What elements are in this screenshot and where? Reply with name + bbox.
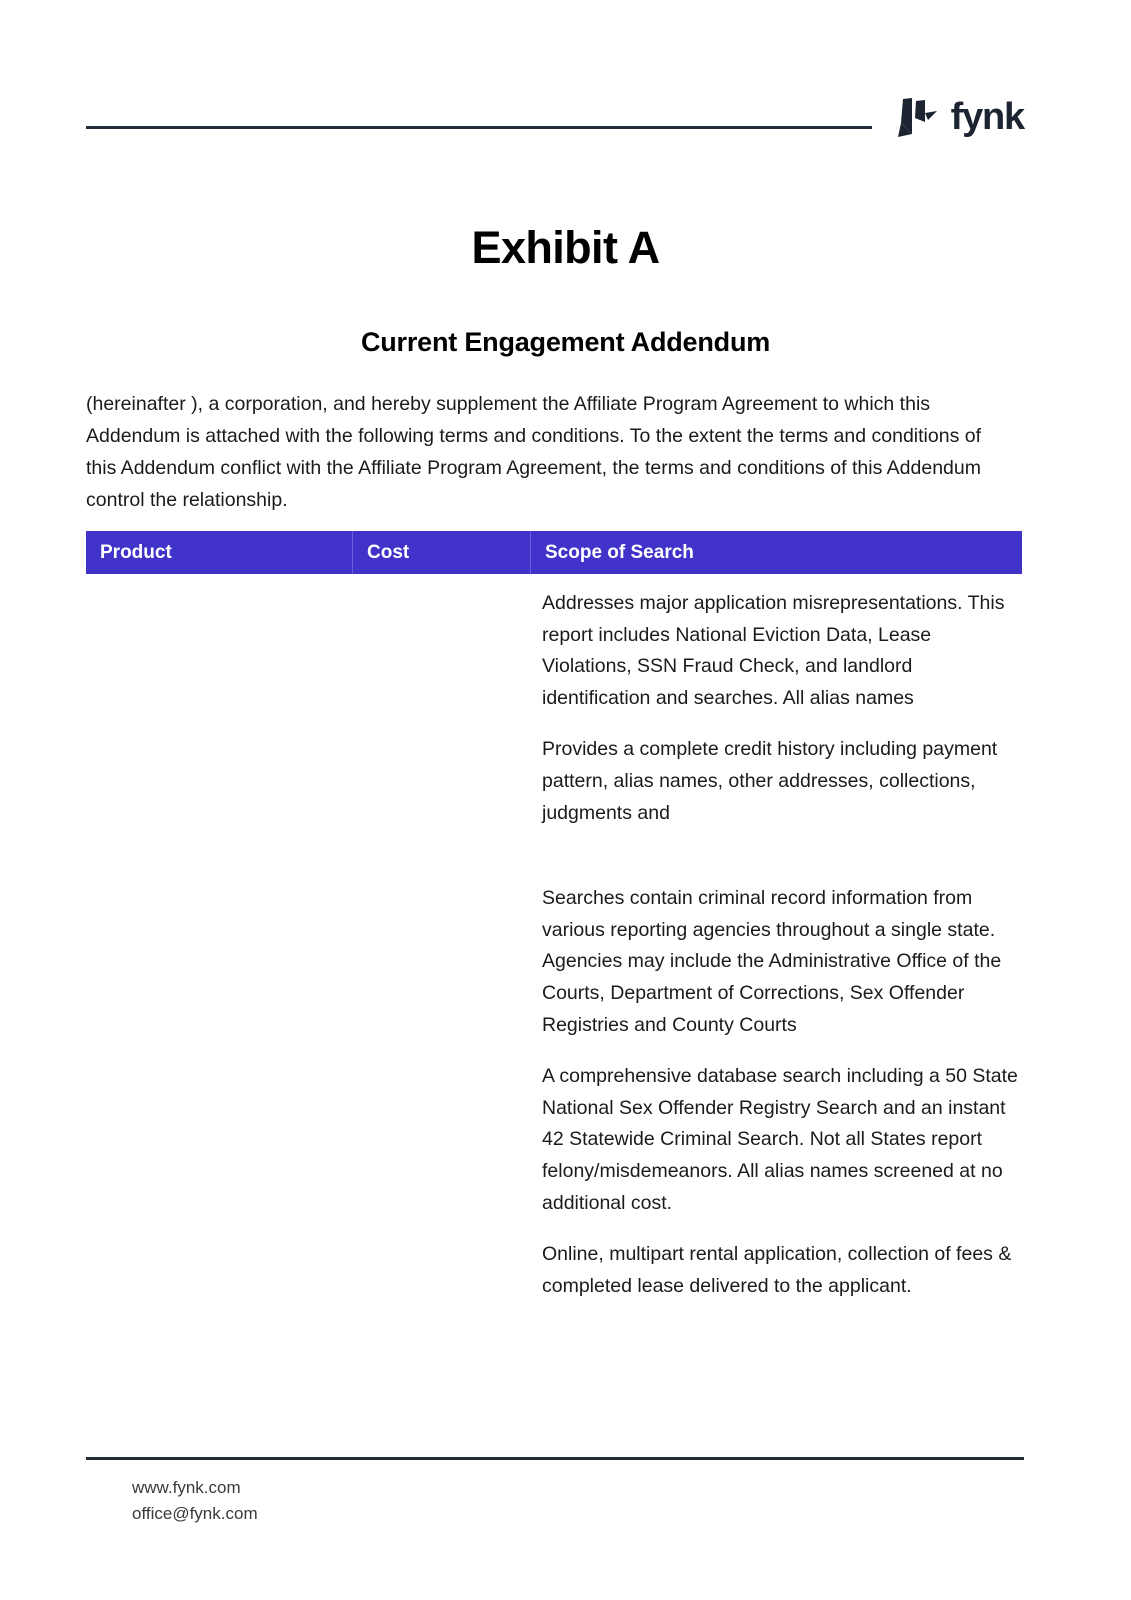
page-footer	[86, 1457, 1024, 1527]
scope-cell: Provides a complete credit history including payment pattern, alias names, other addresses, collections, judgments and	[542, 738, 998, 824]
footer-email[interactable]: office@fynk.com	[132, 1504, 258, 1523]
header-divider-rule	[86, 126, 872, 129]
product-column-cells	[86, 574, 353, 1322]
page-title: Exhibit A	[471, 222, 660, 273]
table-body	[86, 574, 1022, 1322]
brand-lockup	[892, 96, 1024, 140]
scope-cell: Searches contain criminal record information from various reporting agencies throughout a single state. Agencies may include the Administrative Office of the Courts, Department of Corrections, Sex Offender Registries and County Courts	[542, 887, 1002, 1036]
column-header-product: Product	[86, 531, 353, 574]
fynk-bird-logo-icon	[892, 96, 938, 140]
engagement-table	[86, 531, 1022, 1322]
scope-cell: Online, multipart rental application, collection of fees & completed lease delivered to the applicant.	[542, 1243, 1012, 1297]
cost-column-cells	[353, 574, 531, 1322]
scope-cell: Addresses major application misrepresentations. This report includes National Eviction Data, Lease Violations, SSN Fraud Check, and landlord identification and searches. All alias names	[542, 592, 1005, 709]
scope-column-cells	[531, 574, 1022, 1322]
column-header-cost: Cost	[353, 531, 531, 574]
table-header-row	[86, 531, 1022, 574]
intro-paragraph: (hereinafter ), a corporation, and hereby supplement the Affiliate Program Agreement to which this Addendum is attached with the following terms and conditions. To the extent the terms and conditions of this Addendum conflict with the Affiliate Program Agreement, the terms and conditions of this Addendum control the relationship.	[86, 393, 982, 511]
column-header-scope: Scope of Search	[545, 542, 694, 563]
brand-wordmark: fynk	[950, 95, 1024, 138]
page-subtitle: Current Engagement Addendum	[360, 327, 771, 357]
page-header	[86, 96, 1024, 158]
scope-cell: A comprehensive database search including a 50 State National Sex Offender Registry Search and an instant 42 Statewide Criminal Search. Not all States report felony/misdemeanors. All alias names screened at no additional cost.	[542, 1065, 1018, 1214]
footer-website[interactable]: www.fynk.com	[132, 1478, 241, 1497]
footer-contact	[86, 1460, 1024, 1527]
